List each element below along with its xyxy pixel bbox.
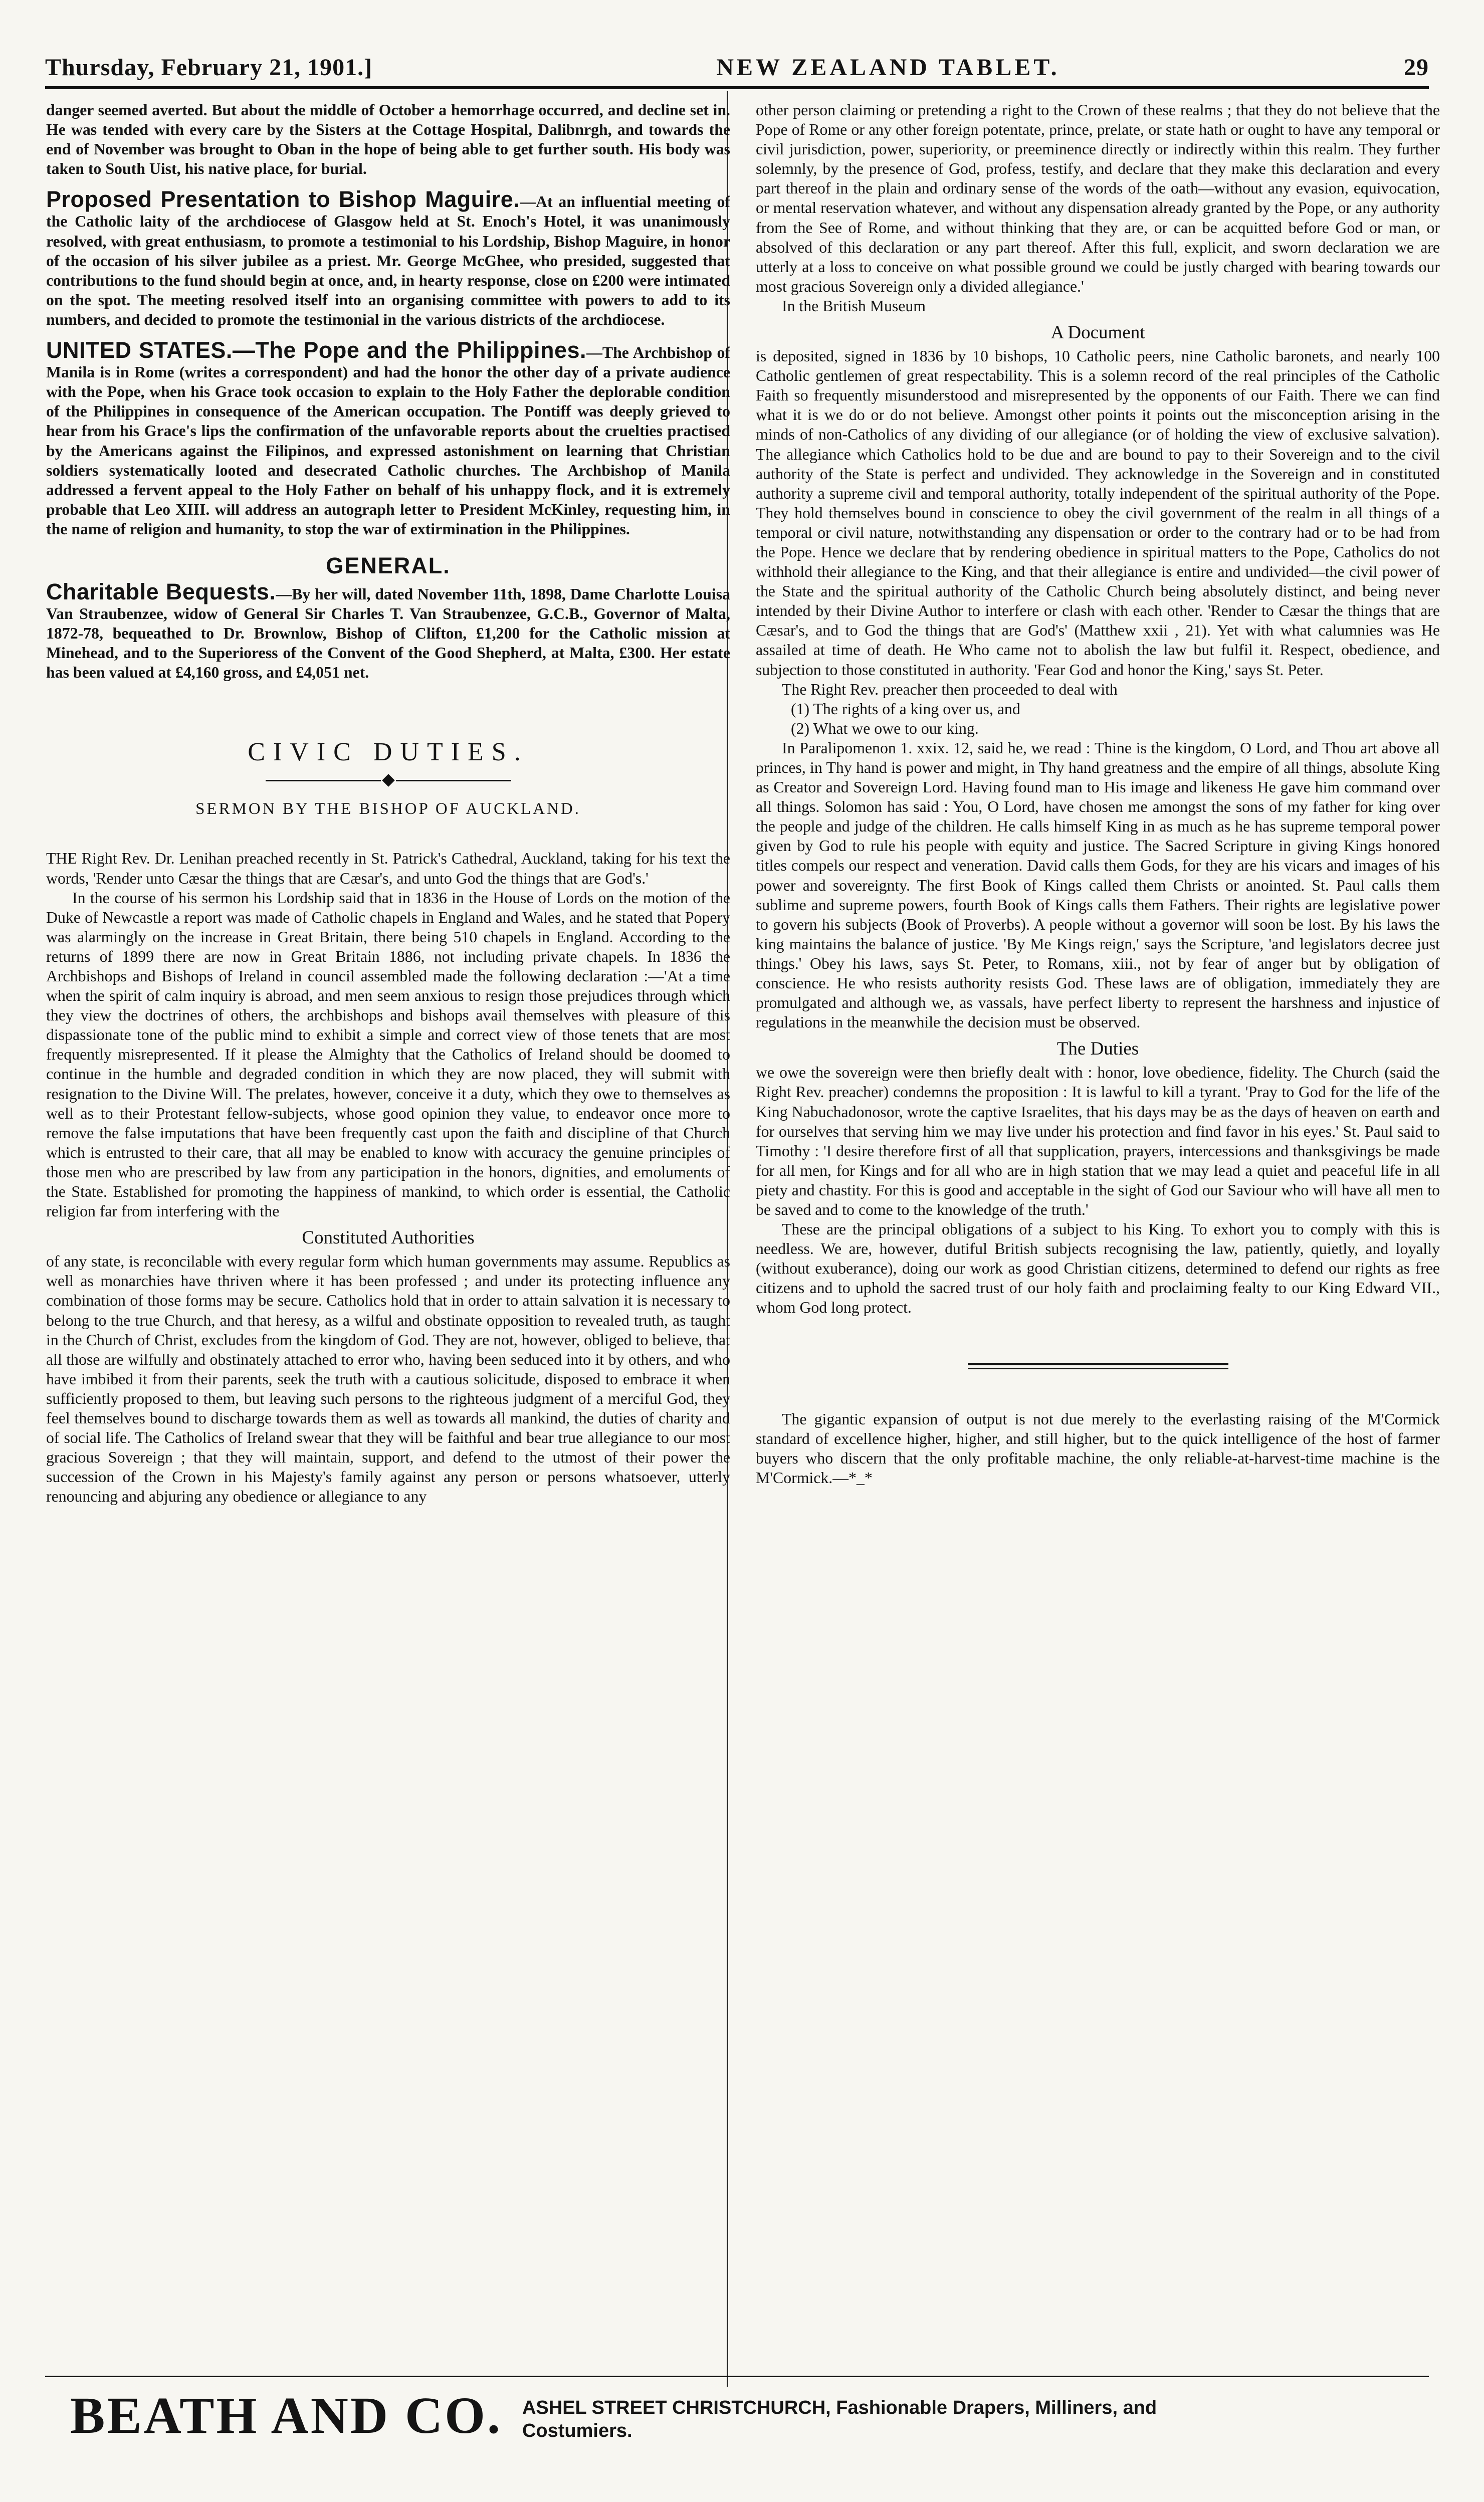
item-heading: Charitable Bequests.	[46, 578, 276, 604]
item-heading: UNITED STATES.—The Pope and the Philippines.	[46, 337, 587, 363]
subheading-constituted: Constituted Authorities	[302, 1227, 475, 1248]
footer-advertisement	[70, 2388, 1423, 2453]
article-subtitle: SERMON BY THE BISHOP OF AUCKLAND.	[195, 800, 581, 818]
continued-paragraph: danger seemed averted. But about the middle of October a hemorrhage occurred, and decline set in. He was tended with every care by the Sisters at the Cottage Hospital, Dalibnrgh, and towards the end of November was brought to Oban in the hope of being able to get further south. His body was taken to South Uist, his native place, for burial.	[46, 101, 730, 178]
section-divider	[968, 1363, 1228, 1369]
list-item: (2) What we owe to our king.	[791, 719, 979, 737]
advertiser-name: BEATH AND CO.	[70, 2387, 502, 2444]
subheading-duties: The Duties	[1056, 1038, 1139, 1060]
issue-date: Thursday, February 21, 1901.]	[45, 54, 373, 81]
news-item-bequests	[46, 578, 730, 682]
article-paragraph: of any state, is reconcilable with every regular form which human governments may assume. Republics as well as monarchies have thriven where it has been professed ; and under its protecting influence any combination of those forms may be secure. Catholics hold that in order to attain salvation it is necessary to belong to the true Church, and that heresy, as a wilful and obstinate opposition to revealed truth, as taught in the Church of Christ, excludes from the kingdom of God. They are not, however, obliged to believe, that all those are wilfully and obstinately attached to error who, having been seduced into it by others, and who have imbibed it from their parents, seek the truth with a cautious solicitude, disposed to embrace it when sufficiently proposed to them, but leaving such persons to the righteous judgment of a merciful God, they feel themselves bound to discharge towards them as well as towards all mankind, the duties of charity and of social life. The Catholics of Ireland swear that they will be faithful and bear true allegiance to our most gracious Sovereign ; that they will maintain, support, and defend to the utmost of their power the succession of the Crown in his Majesty's family against any person or persons whatsoever, utterly renouncing and abjuring any obedience or allegiance to any	[46, 1253, 730, 1506]
advertiser-details	[522, 2396, 1157, 2442]
subheading-document: A Document	[1050, 322, 1145, 343]
article-title: CIVIC DUTIES.	[248, 738, 529, 767]
publication-title: NEW ZEALAND TABLET.	[716, 54, 1060, 81]
item-body: —At an influential meeting of the Catholic laity of the archdiocese of Glasgow held at St. Enoch's Hotel, it was unanimously resolved, with great enthusiasm, to promote a testimonial to his Lordship, Bishop Maguire, in honor of the occasion of his silver jubilee as a priest. Mr. George McGhee, who presided, suggested that contributions to the fund should begin at once, and, in hearty response, close on £200 were intimated on the spot. The meeting resolved itself into an organising committee with powers to add to its numbers, and decided to promote the testimonial in the various districts of the archdiocese.	[46, 193, 730, 328]
item-body: —By her will, dated November 11th, 1898, Dame Charlotte Louisa Van Straubenzee, widow of General Sir Charles T. Van Straubenzee, G.C.B., Governor of Malta, 1872-78, bequeathed to Dr. Brownlow, Bishop of Clifton, £1,200 for the Catholic mission at Minehead, and to the Superioress of the Convent of the Good Shepherd, at Malta, £300. Her estate has been valued at £4,160 gross, and £4,051 net.	[46, 585, 730, 682]
news-notes	[46, 100, 730, 682]
news-item-philippines	[46, 337, 730, 539]
footer-rule	[45, 2376, 1429, 2377]
item-heading: Proposed Presentation to Bishop Maguire.	[46, 186, 520, 213]
left-column	[46, 100, 730, 2341]
ad-line: Costumiers.	[522, 2420, 632, 2441]
article-paragraph: In the British Museum	[782, 297, 926, 315]
list-item: (1) The rights of a king over us, and	[791, 700, 1020, 718]
title-ornament	[46, 776, 730, 785]
advertisement-paragraph: The gigantic expansion of output is not due merely to the everlasting raising of the M'Cormick standard of excellence higher, higher, and still higher, but to the quick intelligence of the host of farmer buyers who discern that the only profitable machine, the only reliable-at-harvest-time machine is the M'Cormick.—*_*	[756, 1410, 1440, 1487]
article-paragraph: These are the principal obligations of a subject to his King. To exhort you to comply with this is needless. We are, however, dutiful British subjects recognising the law, patiently, quietly, and loyally (without exuberance), doing our work as good Christian citizens, determined to defend our rights as free citizens and to uphold the sacred trust of our holy faith and proclaiming fealty to our King Edward VII., whom God long protect.	[756, 1220, 1440, 1317]
page-number: 29	[1404, 54, 1429, 81]
running-head	[45, 46, 1429, 81]
news-item-maguire	[46, 186, 730, 329]
right-column	[756, 100, 1440, 2341]
ad-line: ASHEL STREET CHRISTCHURCH, Fashionable Drapers, Milliners, and	[522, 2397, 1157, 2418]
diamond-ornament-icon	[382, 774, 394, 787]
item-body: —The Archbishop of Manila is in Rome (writes a correspondent) and had the honor the other day of a private audience with the Pope, when his Grace took occasion to explain to the Holy Father the deplorable condition of the Philippines in consequence of the American occupation. The Pontiff was deeply grieved to hear from his Grace's lips the confirmation of the unfavorable reports about the cruelties practised by the Americans against the Filipinos, and expressed astonishment on learning that Christian soldiers systematically looted and desecrated Catholic churches. The Archbishop of Manila addressed a fervent appeal to the Holy Father on behalf of his unhappy flock, and it is extremely probable that Leo XIII. will address an autograph letter to President McKinley, requesting him, in the name of religion and humanity, to stop the war of extirmination in the Philippines.	[46, 344, 730, 538]
article-paragraph: we owe the sovereign were then briefly dealt with : honor, love obedience, fidelity. The Church (said the Right Rev. preacher) condemns the proposition : It is lawful to kill a tyrant. 'Pray to God for the life of the King Nabuchadonosor, wrote the captive Israelites, that his days may be as the days of heaven on earth and for ourselves that serving him we may live under his protection and find favor in his eyes.' St. Paul said to Timothy : 'I desire therefore first of all that supplication, prayers, intercessions and thanksgivings be made for all men, for Kings and for all who are in high station that we may lead a quiet and peaceful life in all piety and chastity. For this is good and acceptable in the sight of God our Saviour who will have all men to be saved and to come to the knowledge of the truth.'	[756, 1064, 1440, 1218]
article-paragraph: THE Right Rev. Dr. Lenihan preached recently in St. Patrick's Cathedral, Auckland, taking for his text the words, 'Render unto Cæsar the things that are Cæsar's, and unto God the things that are God's.'	[46, 850, 730, 887]
article-paragraph: In the course of his sermon his Lordship said that in 1836 in the House of Lords on the motion of the Duke of Newcastle a report was made of Catholic chapels in England and Wales, and he stated that Popery was alarmingly on the increase in Great Britain, there being 510 chapels in England. According to the returns of 1899 there are now in Great Britain 1886, not including private chapels. In 1836 the Archbishops and Bishops of Ireland in council assembled made the following declaration :—'At a time when the spirit of calm inquiry is abroad, and men seem anxious to resign those prejudices through which they view the doctrines of others, the archbishops and bishops avail themselves with pleasure of this dispassionate tone of the public mind to exhibit a simple and correct view of those tenets that are most frequently misrepresented. If it please the Almighty that the Catholics of Ireland should be doomed to continue in the humble and degraded condition in which they are now placed, they will submit with resignation to the Divine Will. The prelates, however, conceive it a duty, which they owe to themselves as well as to their Protestant fellow-subjects, whose good opinion they value, to endeavor once more to remove the false imputations that have been frequently cast upon the faith and discipline of that Church which is entrusted to their care, that all may be enabled to know with accuracy the genuine principles of those men who are prescribed by law from any participation in the honors, dignities, and emoluments of the State. Established for promoting the happiness of mankind, to which order is essential, the Catholic religion far from interfering with the	[46, 889, 730, 1220]
section-heading-general: GENERAL.	[326, 552, 451, 578]
article-paragraph: The Right Rev. preacher then proceeded to deal with	[782, 680, 1118, 698]
article-paragraph: is deposited, signed in 1836 by 10 bishops, 10 Catholic peers, nine Catholic baronets, and nearly 100 Catholic gentlemen of great respectability. This is a solemn record of the real principles of the Catholic Faith so frequently misunderstood and misrepresented by the opponents of our Faith. There we can find what it is we do or do not believe. Amongst other points it points out the misconception arising in the minds of non-Catholics of any dividing of our allegiance (or of holding the view of exclusive salvation). The allegiance which Catholics hold to be due and are bound to pay to their Sovereign and to the civil authority of the State is perfect and undivided. They acknowledge in the Sovereign and in constituted authority a supreme civil and temporal authority, totally independent of the spiritual authority of the Pope. They hold themselves bound in conscience to obey the civil government of the realm in all things of a temporal or civil nature, notwithstanding any dispensation or order to the contrary had or to be had from the Pope. Hence we declare that by rendering obedience in spiritual matters to the Pope, Catholics do not withhold their allegiance to the King, and that their allegiance is entire and undivided—the civil power of the State and the spiritual authority of the Catholic Church being absolutely distinct, and being never intended by their Divine Author to interfere or clash with each other. 'Render to Cæsar the things that are Cæsar's, and to God the things that are God's' (Matthew xxii , 21). Yet with what calumnies was He assailed at time of death. He Who came not to abolish the law but fulfil it. Respect, obedience, and subjection to those constituted in authority. 'Fear God and honor the King,' says St. Peter.	[756, 347, 1440, 679]
header-rule	[45, 86, 1429, 89]
article-paragraph: In Paralipomenon 1. xxix. 12, said he, we read : Thine is the kingdom, O Lord, and Thou art above all princes, in Thy hand is power and might, in Thy hand greatness and the empire of all things, absolute King as Creator and Sovereign Lord. Having found man to His image and likeness He gave him command over all things. Solomon has said : You, O Lord, have chosen me amongst the sons of my father for king over the people and judge of the children. He calls himself King in as much as he has supreme temporal power given by God to rule his people with equity and justice. The Sacred Scripture in giving Kings honored titles compels our respect and veneration. David calls them Gods, for they are his vicars and images of his power and sovereignty. The first Book of Kings called them Christs or anointed. St. Paul calls them sublime and supreme powers, fourth Book of Kings calls them Fathers. Their rights are legislative power to govern his subjects (Book of Proverbs). A people without a governor will soon be lost. By his laws the king maintains the balance of justice. 'By Me Kings reign,' says the Scripture, 'and legislators decree just things.' Obey his laws, says St. Peter, to Romans, xiii., not by fear of anger but by obligation of conscience. He who resists authority resists God. These laws are of obligation, immediately they are promulgated and although we, as vassals, have perfect liberty to represent the harshness and injustice of regulations in the meanwhile the decision must be observed.	[756, 739, 1440, 1031]
article-paragraph: other person claiming or pretending a right to the Crown of these realms ; that they do not believe that the Pope of Rome or any other foreign potentate, prince, prelate, or state hath or ought to have any temporal or civil jurisdiction, power, superiority, or preeminence directly or indirectly within this realm. They further solemnly, by the presence of God, profess, testify, and declare that they make this declaration and every part thereof in the plain and ordinary sense of the words of the oath—without any evasion, equivocation, or mental reservation whatever, and without any dispensation already granted by the Pope, or any authority from the See of Rome, and without thinking that they are, or can be acquitted before God or man, or absolved of this declaration or any part thereof. After this full, explicit, and sworn declaration we are utterly at a loss to conceive on what possible ground we could be justly charged with bearing towards our most gracious Sovereign only a divided allegiance.'	[756, 101, 1440, 295]
